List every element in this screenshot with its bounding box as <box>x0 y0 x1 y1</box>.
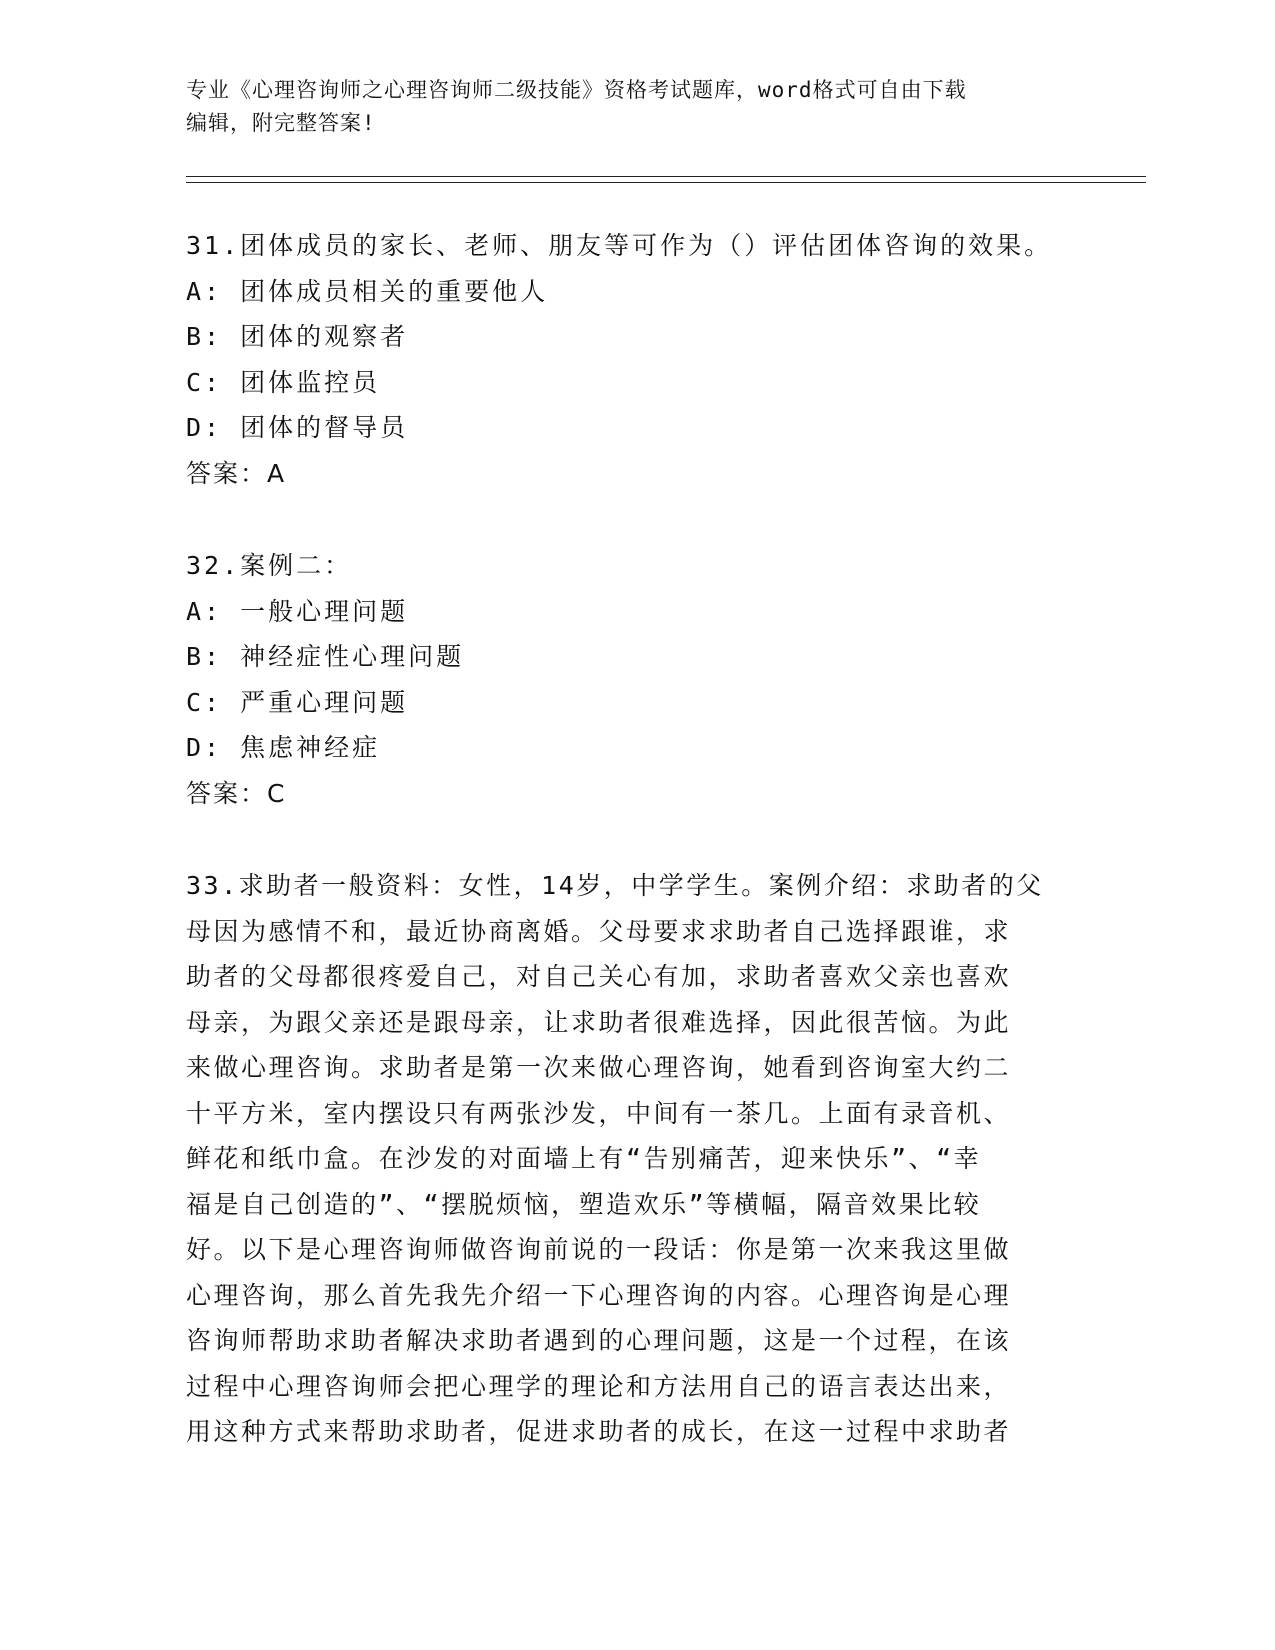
stem-line: 来做心理咨询。求助者是第一次来做心理咨询，她看到咨询室大约二 <box>186 1053 1012 1082</box>
header-line-2: 编辑，附完整答案! <box>186 111 376 135</box>
question-stem: 32.案例二： <box>186 551 353 580</box>
option-b: B: 团体的观察者 <box>186 322 409 351</box>
option-d: D: 团体的督导员 <box>186 413 409 442</box>
stem-line: 母因为感情不和，最近协商离婚。父母要求求助者自己选择跟谁，求 <box>186 916 1012 946</box>
document-header <box>186 74 1086 140</box>
question-stem: 31.团体成员的家长、老师、朋友等可作为（）评估团体咨询的效果。 <box>186 231 1053 260</box>
stem-line: 母亲，为跟父亲还是跟母亲，让求助者很难选择，因此很苦恼。为此 <box>186 1007 1012 1037</box>
stem-line: 好。以下是心理咨询师做咨询前说的一段话：你是第一次来我这里做 <box>186 1235 1012 1264</box>
question-32 <box>186 543 1086 816</box>
answer: 答案：C <box>186 778 287 808</box>
header-divider-top <box>186 176 1146 177</box>
option-c: C: 团体监控员 <box>186 367 381 397</box>
question-31 <box>186 223 1086 496</box>
question-stem <box>186 863 1056 1455</box>
header-line-1: 专业《心理咨询师之心理咨询师二级技能》资格考试题库，word格式可自由下载 <box>186 78 967 102</box>
option-a: A: 一般心理问题 <box>186 596 409 626</box>
stem-line: 福是自己创造的”、“摆脱烦恼，塑造欢乐”等横幅，隔音效果比较 <box>186 1189 982 1219</box>
option-d: D: 焦虑神经症 <box>186 733 381 762</box>
stem-line: 咨询师帮助求助者解决求助者遇到的心理问题，这是一个过程，在该 <box>186 1326 1012 1355</box>
option-b: B: 神经症性心理问题 <box>186 642 465 671</box>
stem-line: 助者的父母都很疼爱自己，对自己关心有加，求助者喜欢父亲也喜欢 <box>186 962 1012 991</box>
stem-line: 过程中心理咨询师会把心理学的理论和方法用自己的语言表达出来， <box>186 1371 1012 1401</box>
option-c: C: 严重心理问题 <box>186 687 409 717</box>
stem-line: 心理咨询，那么首先我先介绍一下心理咨询的内容。心理咨询是心理 <box>186 1280 1012 1310</box>
stem-line: 十平方米，室内摆设只有两张沙发，中间有一茶几。上面有录音机、 <box>186 1098 1012 1128</box>
header-divider-bottom <box>186 182 1146 183</box>
stem-line: 用这种方式来帮助求助者，促进求助者的成长，在这一过程中求助者 <box>186 1417 1012 1446</box>
stem-line: 鲜花和纸巾盒。在沙发的对面墙上有“告别痛苦，迎来快乐”、“幸 <box>186 1144 982 1173</box>
answer: 答案：A <box>186 458 287 488</box>
question-33 <box>186 863 1086 1455</box>
stem-line: 33.求助者一般资料：女性，14岁，中学学生。案例介绍：求助者的父 <box>186 871 1044 900</box>
option-a: A: 团体成员相关的重要他人 <box>186 276 549 306</box>
